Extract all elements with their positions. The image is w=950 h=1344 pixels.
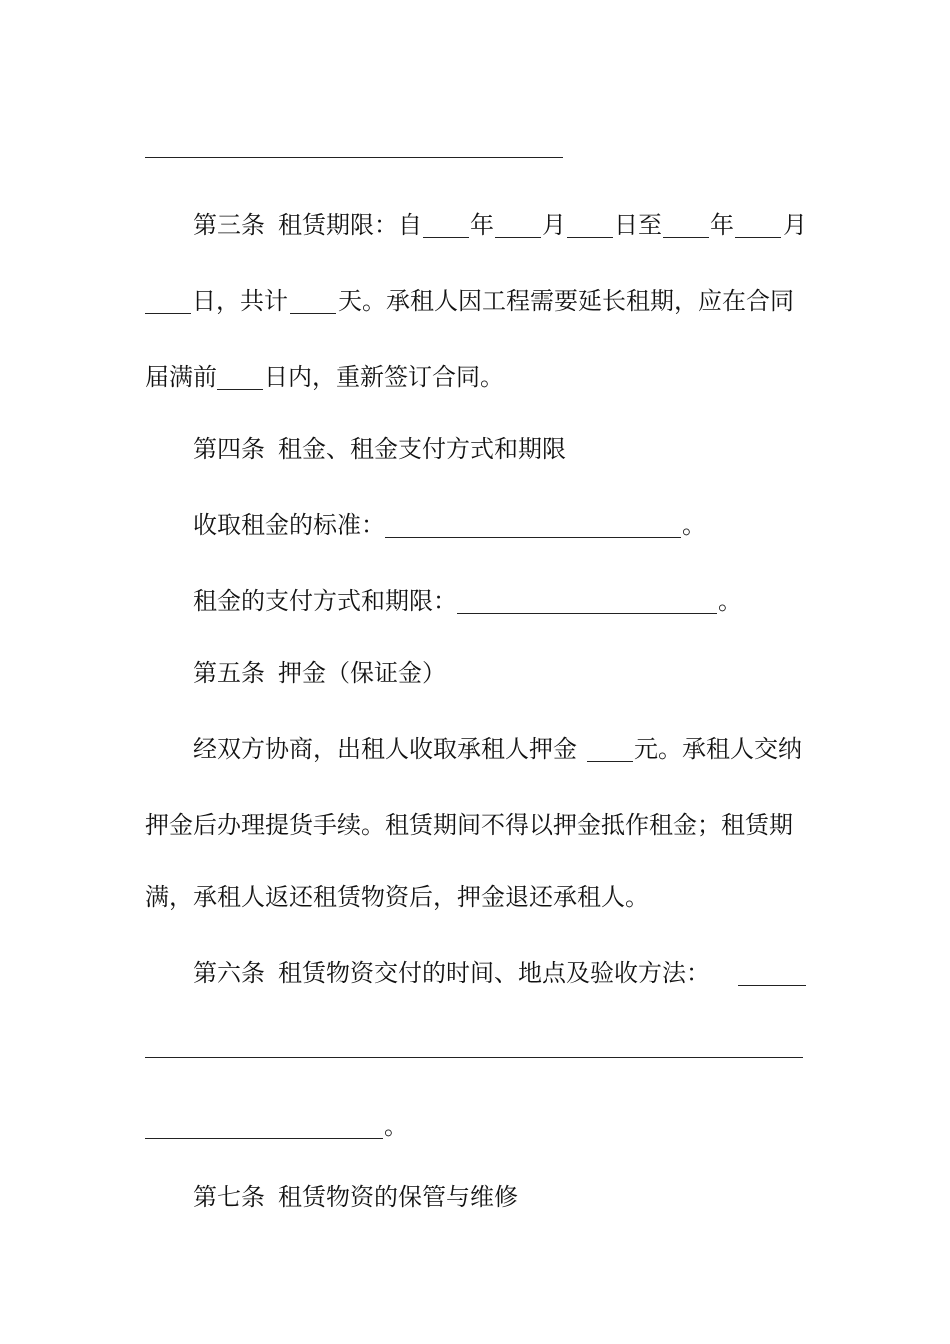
article6-heading: 第六条 <box>193 959 265 987</box>
blank-payment-method <box>457 613 717 614</box>
article5-title: 押金（保证金） <box>278 659 446 687</box>
article3-days-text: 天。承租人因工程需要延长租期，应在合同 <box>338 287 794 315</box>
article3-month1: 月 <box>542 211 566 239</box>
blank-start-month <box>495 237 541 238</box>
payment-method-line <box>0 581 950 621</box>
payment-method-end: 。 <box>718 587 742 615</box>
blank-line-top <box>145 157 563 158</box>
article3-day1-to: 日至 <box>614 211 662 239</box>
article3-year2: 年 <box>710 211 734 239</box>
article3-heading: 第三条 <box>193 211 265 239</box>
article4-heading: 第四条 <box>193 435 265 463</box>
article7-heading: 第七条 <box>193 1183 265 1211</box>
article3-year1: 年 <box>470 211 494 239</box>
rent-standard-end: 。 <box>682 511 706 539</box>
article3-line3-prefix: 届满前 <box>145 363 217 391</box>
article6-line3 <box>0 1106 950 1146</box>
article5-line1-prefix: 经双方协商，出租人收取承租人押金 <box>193 735 577 763</box>
blank-start-day <box>567 237 613 238</box>
article5-heading: 第五条 <box>193 659 265 687</box>
article3-line3 <box>0 357 950 397</box>
article3-month2: 月 <box>783 211 807 239</box>
blank-end-month <box>735 237 781 238</box>
blank-start-year <box>423 237 469 238</box>
article5-line3-text: 满，承租人返还租赁物资后，押金退还承租人。 <box>145 883 649 911</box>
article3-line3-suffix: 日内，重新签订合同。 <box>264 363 504 391</box>
article5-line1 <box>0 729 950 769</box>
article6-title: 租赁物资交付的时间、地点及验收方法： <box>278 959 710 987</box>
article5-line2-text: 押金后办理提货手续。租赁期间不得以押金抵作租金；租赁期 <box>145 811 793 839</box>
blank-end-year <box>663 237 709 238</box>
blank-delivery-2 <box>145 1057 803 1058</box>
article3-from: 自 <box>398 211 422 239</box>
blank-end-day <box>145 313 191 314</box>
payment-method-label: 租金的支付方式和期限： <box>193 587 457 615</box>
article7-heading-line <box>0 1177 950 1217</box>
blank-total-days <box>290 313 336 314</box>
article4-heading-line <box>0 429 950 469</box>
blank-renewal-days <box>217 389 263 390</box>
blank-deposit-amount <box>587 761 633 762</box>
article3-line2 <box>0 281 950 321</box>
article3-day2: 日，共计 <box>192 287 288 315</box>
article3-title: 租赁期限： <box>278 211 398 239</box>
article5-line3 <box>0 877 950 917</box>
article6-line1 <box>0 953 950 993</box>
rent-standard-line <box>0 505 950 545</box>
rent-standard-label: 收取租金的标准： <box>193 511 385 539</box>
article7-title: 租赁物资的保管与维修 <box>278 1183 518 1211</box>
article5-line2 <box>0 805 950 845</box>
blank-delivery-1 <box>738 985 806 986</box>
article3-line1 <box>0 205 950 245</box>
article6-end: 。 <box>384 1112 408 1140</box>
article5-heading-line <box>0 653 950 693</box>
blank-delivery-3 <box>145 1138 383 1139</box>
article5-line1-suffix: 元。承租人交纳 <box>634 735 802 763</box>
blank-rent-standard <box>385 537 681 538</box>
article4-title: 租金、租金支付方式和期限 <box>278 435 566 463</box>
